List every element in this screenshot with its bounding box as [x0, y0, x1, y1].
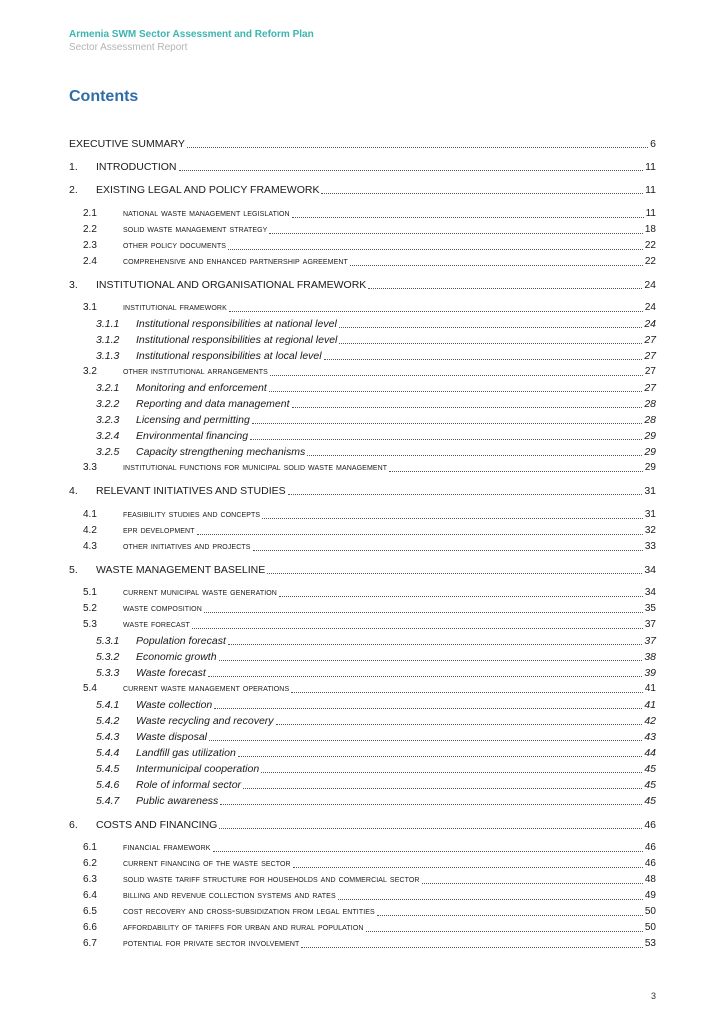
toc-dot-leader: [366, 931, 643, 932]
toc-entry-page: 27: [644, 334, 656, 346]
toc-entry-label: current financing of the waste sector: [123, 858, 291, 869]
toc-entry-page: 37: [644, 635, 656, 647]
toc-entry-number: 2.2: [83, 224, 97, 235]
toc-entry[interactable]: [69, 714, 656, 728]
toc-entry-number: 5.4.2: [96, 715, 120, 727]
toc-entry[interactable]: [69, 429, 656, 443]
toc-entry-page: 22: [644, 240, 656, 251]
toc-dot-leader: [422, 883, 643, 884]
toc-entry[interactable]: [69, 889, 656, 903]
toc-entry[interactable]: [69, 183, 656, 197]
toc-entry[interactable]: [69, 223, 656, 237]
toc-entry-number: 6.6: [83, 922, 97, 933]
toc-entry-label: Institutional responsibilities at regional level: [136, 334, 338, 346]
toc-dot-leader: [307, 455, 642, 456]
toc-entry[interactable]: [69, 484, 656, 498]
toc-entry-page: 31: [644, 509, 656, 520]
toc-entry-page: 39: [644, 667, 656, 679]
toc-entry-label: financial framework: [123, 842, 211, 853]
toc-dot-leader: [301, 947, 642, 948]
toc-dot-leader: [288, 494, 643, 495]
toc-entry-number: 6.7: [83, 938, 97, 949]
toc-entry-number: 3.2.2: [96, 398, 120, 410]
toc-entry[interactable]: [69, 794, 656, 808]
toc-entry-page: 41: [644, 699, 656, 711]
toc-entry-page: 27: [644, 350, 656, 362]
toc-entry[interactable]: [69, 746, 656, 760]
toc-entry-page: 27: [644, 382, 656, 394]
toc-entry-number: 3.2.4: [96, 430, 120, 442]
toc-entry-number: 2.1: [83, 208, 97, 219]
toc-entry-number: 3.2.1: [96, 382, 120, 394]
toc-dot-leader: [253, 550, 643, 551]
toc-entry[interactable]: [69, 857, 656, 871]
toc-entry-number: 6.3: [83, 874, 97, 885]
toc-entry-page: 50: [644, 906, 656, 917]
toc-entry-number: 2.3: [83, 240, 97, 251]
toc-dot-leader: [377, 915, 643, 916]
toc-entry[interactable]: [69, 778, 656, 792]
toc-entry-number: 3.1.1: [96, 318, 120, 330]
toc-entry-label: Environmental financing: [136, 430, 249, 442]
toc-dot-leader: [238, 756, 643, 757]
toc-entry-label: INTRODUCTION: [96, 161, 177, 173]
toc-entry-label: EXISTING LEGAL AND POLICY FRAMEWORK: [96, 184, 320, 196]
toc-entry-number: 3.1: [83, 302, 97, 313]
toc-entry-label: feasibility studies and concepts: [123, 509, 261, 520]
toc-entry-number: 5.1: [83, 587, 97, 598]
toc-entry-number: 1.: [69, 161, 78, 173]
toc-entry-number: 3.1.2: [96, 334, 120, 346]
toc-entry-label: Waste disposal: [136, 731, 208, 743]
toc-entry-page: 37: [644, 619, 656, 630]
toc-entry-label: EXECUTIVE SUMMARY: [69, 138, 185, 150]
toc-entry-label: current waste management operations: [123, 683, 290, 694]
toc-dot-leader: [204, 612, 643, 613]
toc-entry[interactable]: [69, 381, 656, 395]
toc-entry-page: 29: [644, 446, 656, 458]
toc-entry[interactable]: [69, 730, 656, 744]
toc-entry-number: 2.: [69, 184, 78, 196]
toc-entry-label: current municipal waste generation: [123, 587, 277, 598]
toc-entry[interactable]: [69, 255, 656, 269]
toc-entry-label: institutional functions for municipal solid waste management: [123, 462, 388, 473]
toc-dot-leader: [350, 265, 643, 266]
toc-entry[interactable]: [69, 818, 656, 832]
toc-entry-label: Role of informal sector: [136, 779, 242, 791]
toc-entry[interactable]: [69, 333, 656, 347]
toc-entry[interactable]: [69, 873, 656, 887]
toc-entry-page: 46: [644, 842, 656, 853]
toc-dot-leader: [179, 170, 644, 171]
toc-entry-label: INSTITUTIONAL AND ORGANISATIONAL FRAMEWORK: [96, 279, 367, 291]
toc-entry-number: 6.4: [83, 890, 97, 901]
toc-entry-label: Reporting and data management: [136, 398, 290, 410]
toc-entry-number: 5.4.5: [96, 763, 120, 775]
toc-entry-page: 29: [644, 430, 656, 442]
toc-dot-leader: [339, 343, 642, 344]
toc-entry-label: COSTS AND FINANCING: [96, 819, 218, 831]
toc-entry-page: 24: [644, 318, 656, 330]
toc-entry-page: 34: [644, 587, 656, 598]
toc-entry-page: 27: [644, 366, 656, 377]
toc-entry-number: 5.3: [83, 619, 97, 630]
toc-entry[interactable]: [69, 445, 656, 459]
toc-entry-label: Public awareness: [136, 795, 219, 807]
toc-entry-page: 38: [644, 651, 656, 663]
toc-entry-number: 4.3: [83, 541, 97, 552]
toc-entry[interactable]: [69, 762, 656, 776]
toc-dot-leader: [368, 288, 642, 289]
toc-dot-leader: [209, 740, 642, 741]
toc-entry-page: 33: [644, 541, 656, 552]
toc-entry-label: other institutional arrangements: [123, 366, 268, 377]
toc-entry[interactable]: [69, 698, 656, 712]
toc-entry-label: affordability of tariffs for urban and rural population: [123, 922, 364, 933]
toc-entry-label: Intermunicipal cooperation: [136, 763, 260, 775]
toc-dot-leader: [270, 375, 643, 376]
toc-entry-number: 4.1: [83, 509, 97, 520]
toc-entry-number: 3.1.3: [96, 350, 120, 362]
toc-entry-page: 11: [645, 208, 656, 219]
header-title: Armenia SWM Sector Assessment and Reform Plan: [69, 29, 314, 40]
toc-dot-leader: [228, 644, 642, 645]
toc-dot-leader: [228, 249, 643, 250]
toc-entry-label: Institutional responsibilities at local level: [136, 350, 322, 362]
toc-entry-page: 53: [644, 938, 656, 949]
toc-entry[interactable]: [69, 841, 656, 855]
toc-dot-leader: [262, 518, 643, 519]
toc-entry[interactable]: [69, 618, 656, 632]
toc-entry-page: 35: [644, 603, 656, 614]
toc-entry-page: 28: [644, 398, 656, 410]
toc-entry-label: waste forecast: [123, 619, 190, 630]
toc-entry-number: 5.4.3: [96, 731, 120, 743]
toc-entry-label: Economic growth: [136, 651, 217, 663]
toc-entry[interactable]: [69, 160, 656, 174]
toc-entry-page: 46: [644, 819, 656, 831]
toc-entry-number: 3.3: [83, 462, 97, 473]
toc-entry-label: Capacity strengthening mechanisms: [136, 446, 306, 458]
toc-entry-number: 3.2.3: [96, 414, 120, 426]
header-subtitle: Sector Assessment Report: [69, 42, 188, 53]
toc-entry-label: institutional framework: [123, 302, 227, 313]
toc-entry[interactable]: [69, 349, 656, 363]
toc-entry[interactable]: [69, 365, 656, 379]
toc-entry-page: 43: [644, 731, 656, 743]
toc-dot-leader: [267, 573, 642, 574]
toc-dot-leader: [208, 676, 642, 677]
toc-entry[interactable]: [69, 207, 656, 221]
toc-entry[interactable]: [69, 563, 656, 577]
toc-entry-page: 6: [650, 138, 656, 150]
toc-dot-leader: [292, 217, 644, 218]
toc-entry-label: Waste collection: [136, 699, 213, 711]
toc-entry-label: Licensing and permitting: [136, 414, 250, 426]
toc-dot-leader: [229, 311, 643, 312]
toc-entry-label: Waste recycling and recovery: [136, 715, 274, 727]
toc-entry-page: 42: [644, 715, 656, 727]
toc-entry-number: 4.2: [83, 525, 97, 536]
toc-entry-number: 6.2: [83, 858, 97, 869]
toc-dot-leader: [339, 327, 643, 328]
toc-entry-label: WASTE MANAGEMENT BASELINE: [96, 564, 266, 576]
toc-dot-leader: [220, 804, 642, 805]
toc-dot-leader: [292, 407, 643, 408]
toc-dot-leader: [219, 660, 643, 661]
toc-entry-label: cost recovery and cross-subsidization from legal entities: [123, 906, 375, 917]
page-number: 3: [651, 991, 657, 1001]
toc-entry[interactable]: [69, 937, 656, 951]
toc-dot-leader: [252, 423, 642, 424]
running-header: [69, 28, 314, 55]
toc-entry-page: 22: [644, 256, 656, 267]
toc-entry-page: 11: [645, 184, 656, 196]
toc-entry-page: 28: [644, 414, 656, 426]
toc-entry-number: 5.3.2: [96, 651, 120, 663]
toc-entry-number: 5.: [69, 564, 78, 576]
toc-entry-number: 5.4.7: [96, 795, 120, 807]
toc-entry-label: Institutional responsibilities at national level: [136, 318, 337, 330]
toc-entry-page: 34: [644, 564, 656, 576]
toc-entry-page: 48: [644, 874, 656, 885]
toc-entry[interactable]: [69, 634, 656, 648]
toc-entry-number: 6.5: [83, 906, 97, 917]
toc-dot-leader: [389, 471, 643, 472]
toc-entry[interactable]: [69, 137, 656, 151]
toc-entry[interactable]: [69, 666, 656, 680]
toc-dot-leader: [338, 899, 643, 900]
toc-entry-page: 31: [644, 485, 656, 497]
toc-dot-leader: [197, 534, 643, 535]
toc-entry-number: 5.3.3: [96, 667, 120, 679]
toc-dot-leader: [250, 439, 642, 440]
toc-entry-number: 5.4: [83, 683, 97, 694]
toc-entry-number: 6.: [69, 819, 78, 831]
toc-entry[interactable]: [69, 278, 656, 292]
toc-entry[interactable]: [69, 301, 656, 315]
toc-dot-leader: [276, 724, 643, 725]
toc-entry-page: 45: [644, 779, 656, 791]
toc-entry-label: Monitoring and enforcement: [136, 382, 267, 394]
toc-entry-label: Landfill gas utilization: [136, 747, 236, 759]
toc-dot-leader: [219, 828, 642, 829]
toc-entry-label: waste composition: [123, 603, 202, 614]
toc-entry[interactable]: [69, 586, 656, 600]
toc-entry-page: 24: [644, 302, 656, 313]
toc-entry[interactable]: [69, 650, 656, 664]
toc-entry-page: 11: [645, 161, 656, 173]
toc-dot-leader: [269, 233, 642, 234]
toc-entry[interactable]: [69, 413, 656, 427]
toc-dot-leader: [279, 596, 643, 597]
toc-entry[interactable]: [69, 239, 656, 253]
toc-dot-leader: [293, 867, 643, 868]
toc-entry-label: RELEVANT INITIATIVES AND STUDIES: [96, 485, 286, 497]
toc-entry-page: 50: [644, 922, 656, 933]
toc-entry-page: 45: [644, 795, 656, 807]
toc-entry-number: 5.2: [83, 603, 97, 614]
toc-entry-page: 46: [644, 858, 656, 869]
toc-entry[interactable]: [69, 682, 656, 696]
toc-dot-leader: [192, 628, 643, 629]
toc-entry-page: 44: [644, 747, 656, 759]
toc-entry-page: 24: [644, 279, 656, 291]
toc-entry-page: 18: [644, 224, 656, 235]
toc-dot-leader: [291, 692, 643, 693]
toc-entry[interactable]: [69, 540, 656, 554]
toc-dot-leader: [243, 788, 642, 789]
toc-entry-label: potential for private sector involvement: [123, 938, 300, 949]
toc-entry[interactable]: [69, 397, 656, 411]
toc-entry-label: Population forecast: [136, 635, 226, 647]
toc-entry-number: 5.4.6: [96, 779, 120, 791]
toc-entry-number: 5.4.4: [96, 747, 120, 759]
toc-entry[interactable]: [69, 905, 656, 919]
toc-entry[interactable]: [69, 317, 656, 331]
toc-entry-number: 5.4.1: [96, 699, 120, 711]
toc-entry-label: solid waste management strategy: [123, 224, 268, 235]
toc-dot-leader: [261, 772, 642, 773]
toc-entry-number: 3.: [69, 279, 78, 291]
contents-heading: Contents: [69, 88, 139, 105]
toc-entry-page: 29: [644, 462, 656, 473]
toc-dot-leader: [324, 359, 643, 360]
toc-dot-leader: [269, 391, 643, 392]
toc-entry[interactable]: [69, 461, 656, 475]
toc-entry-number: 4.: [69, 485, 78, 497]
toc-entry[interactable]: [69, 602, 656, 616]
toc-entry[interactable]: [69, 921, 656, 935]
toc-entry-label: national waste management legislation: [123, 208, 290, 219]
toc-entry-page: 49: [644, 890, 656, 901]
toc-dot-leader: [187, 147, 648, 148]
toc-entry-page: 32: [644, 525, 656, 536]
toc-dot-leader: [321, 193, 643, 194]
toc-entry[interactable]: [69, 524, 656, 538]
toc-entry-number: 3.2: [83, 366, 97, 377]
toc-entry-label: epr development: [123, 525, 195, 536]
toc-entry-number: 5.3.1: [96, 635, 120, 647]
toc-entry-label: Waste forecast: [136, 667, 206, 679]
toc-dot-leader: [213, 851, 643, 852]
toc-entry-number: 6.1: [83, 842, 97, 853]
toc-entry-label: solid waste tariff structure for households and commercial sector: [123, 874, 420, 885]
toc-entry[interactable]: [69, 508, 656, 522]
toc-entry-label: billing and revenue collection systems and rates: [123, 890, 336, 901]
toc-entry-page: 45: [644, 763, 656, 775]
toc-entry-label: comprehensive and enhanced partnership agreement: [123, 256, 348, 267]
toc-entry-number: 2.4: [83, 256, 97, 267]
toc-entry-number: 3.2.5: [96, 446, 120, 458]
toc-entry-label: other policy documents: [123, 240, 227, 251]
toc-dot-leader: [214, 708, 642, 709]
toc-entry-label: other initiatives and projects: [123, 541, 251, 552]
toc-entry-page: 41: [644, 683, 656, 694]
